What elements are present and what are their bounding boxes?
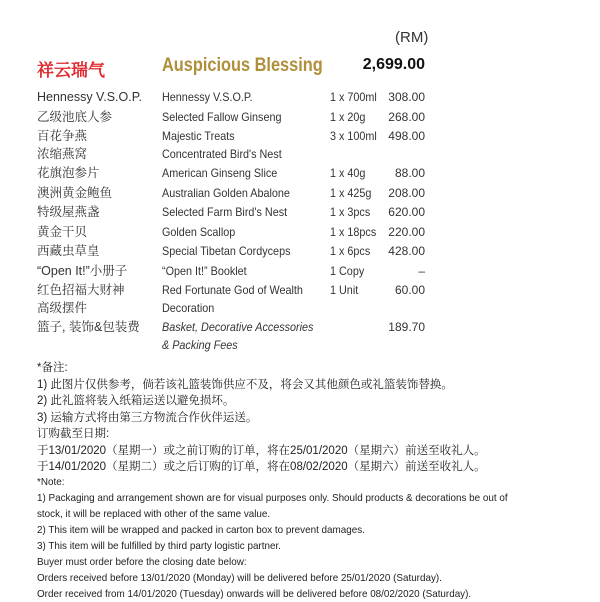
item-row — [0, 185, 600, 205]
item-price: 620.00 — [388, 205, 425, 219]
item-name-chinese-line: 百花争燕 — [37, 129, 88, 143]
item-row — [0, 89, 600, 109]
item-name-chinese — [37, 243, 100, 261]
item-price: 208.00 — [388, 185, 425, 200]
item-row — [0, 263, 600, 283]
item-name-chinese — [37, 319, 140, 337]
hamper-title-chinese: 祥云瑞气 — [37, 61, 105, 80]
item-row — [0, 243, 600, 263]
item-name-english — [162, 224, 235, 242]
item-name-chinese-line: “Open It!”小册子 — [37, 263, 128, 278]
item-row — [0, 282, 600, 319]
item-row — [0, 204, 600, 224]
item-name-chinese-line: 黄金干贝 — [37, 224, 88, 239]
item-price: – — [418, 263, 425, 278]
hamper-title-english: Auspicious Blessing — [162, 55, 323, 76]
item-list — [0, 89, 600, 356]
item-price: 498.00 — [388, 129, 425, 143]
item-price: 428.00 — [388, 244, 425, 258]
item-name-english-line: Basket, Decorative Accessories — [162, 320, 314, 334]
item-name-chinese-line: 西藏虫草皇 — [37, 244, 100, 258]
item-row — [0, 128, 600, 165]
item-name-english-line: Concentrated Bird's Nest — [162, 146, 282, 161]
note-line-chinese: 1) 此图片仅供参考，倘若该礼篮装饰供应不及，将会又其他颜色或礼篮装饰替换。 — [37, 378, 453, 391]
item-name-english-line: Golden Scallop — [162, 224, 236, 239]
note-line-english: *Note: — [37, 476, 65, 488]
item-name-english — [162, 243, 290, 261]
notes-english — [37, 474, 535, 602]
item-name-english — [162, 263, 247, 281]
item-quantity: 1 x 425g — [330, 185, 372, 200]
notes-chinese — [37, 360, 567, 476]
item-quantity: 1 Copy — [330, 263, 365, 278]
item-name-chinese — [37, 224, 87, 242]
note-line-english: 2) This item will be wrapped and packed in carton box to prevent damages. — [37, 524, 365, 536]
item-quantity: 3 x 100ml — [330, 129, 377, 143]
item-quantity: 1 x 40g — [330, 166, 366, 180]
item-name-english-line: & Packing Fees — [162, 337, 238, 352]
note-line-chinese: 2) 此礼篮将装入纸箱运送以避免损坏。 — [37, 395, 235, 407]
item-name-chinese-line: 花旗泡参片 — [37, 166, 100, 180]
item-name-chinese — [37, 128, 87, 163]
item-quantity: 1 x 700ml — [330, 90, 377, 104]
item-quantity: 1 x 3pcs — [330, 205, 371, 219]
item-name-english-line: Australian Golden Abalone — [162, 185, 290, 200]
item-name-chinese — [37, 204, 100, 222]
note-line-chinese: 3) 运输方式将由第三方物流合作伙伴运送。 — [37, 411, 258, 424]
note-line-english: Buyer must order before the closing date below: — [37, 556, 247, 568]
item-name-english — [162, 165, 277, 183]
item-name-chinese-line: 澳洲黄金鲍鱼 — [37, 185, 113, 200]
item-quantity: 1 Unit — [330, 283, 359, 297]
item-name-english — [162, 89, 253, 107]
item-name-english-line: Selected Fallow Ginseng — [162, 109, 282, 124]
note-line-chinese: 订购截至日期: — [37, 428, 110, 440]
note-line-english: Orders received before 13/01/2020 (Monday) will be delivered before 25/01/2020 (Saturday). — [37, 572, 442, 584]
item-row — [0, 165, 600, 185]
item-name-english — [162, 128, 282, 163]
item-name-english-line: Selected Farm Bird's Nest — [162, 205, 288, 219]
note-line-chinese: 于13/01/2020（星期一）或之前订购的订单，将在25/01/2020（星期六）前送至收礼人。 — [37, 444, 486, 457]
item-quantity: 1 x 6pcs — [330, 244, 371, 258]
item-name-english-line: Decoration — [162, 300, 215, 315]
item-name-english — [162, 185, 290, 203]
item-row — [0, 319, 600, 356]
item-name-english-line: American Ginseng Slice — [162, 166, 278, 180]
item-name-chinese-line: 高级摆件 — [37, 300, 88, 315]
item-name-chinese — [37, 263, 127, 281]
item-name-chinese-line: Hennessy V.S.O.P. — [37, 90, 142, 104]
item-name-chinese-line: 特级屋燕盏 — [37, 205, 100, 219]
item-name-english-line: “Open It!” Booklet — [162, 263, 247, 278]
currency-label: (RM) — [395, 29, 429, 46]
item-name-chinese-line: 篮子, 装饰&包装费 — [37, 320, 140, 334]
item-price: 268.00 — [388, 109, 425, 124]
item-name-chinese-line: 乙级池底人参 — [37, 109, 113, 124]
item-name-english — [162, 282, 303, 317]
item-name-chinese — [37, 282, 125, 317]
item-quantity: 1 x 20g — [330, 109, 366, 124]
item-price: 88.00 — [394, 166, 425, 180]
item-name-english — [162, 319, 313, 354]
item-price: 60.00 — [394, 283, 425, 297]
hamper-total-price: 2,699.00 — [362, 56, 425, 73]
item-price: 220.00 — [388, 224, 425, 239]
note-line-chinese: *备注: — [37, 362, 68, 374]
item-name-chinese-line: 红色招福大财神 — [37, 283, 125, 297]
item-name-chinese — [37, 109, 112, 127]
note-line-english: Order received from 14/01/2020 (Tuesday) onwards will be delivered before 08/02/2020 (Saturday). — [37, 588, 472, 600]
item-name-english-line: Hennessy V.S.O.P. — [162, 90, 253, 104]
item-name-english-line: Red Fortunate God of Wealth — [162, 283, 303, 297]
note-line-chinese: 于14/01/2020（星期二）或之后订购的订单，将在08/02/2020（星期六）前送至收礼人。 — [37, 461, 486, 473]
item-name-chinese — [37, 185, 112, 203]
item-name-english-line: Special Tibetan Cordyceps — [162, 244, 291, 258]
hamper-header — [0, 56, 600, 82]
item-price: 189.70 — [388, 320, 425, 334]
item-name-chinese — [37, 89, 142, 107]
item-row — [0, 109, 600, 129]
note-line-english: 3) This item will be fulfilled by third party logistic partner. — [37, 540, 281, 552]
item-price: 308.00 — [388, 90, 425, 104]
item-name-english-line: Majestic Treats — [162, 129, 235, 143]
item-name-chinese-line: 浓缩燕窝 — [37, 146, 88, 161]
item-name-chinese — [37, 165, 100, 183]
note-line-english: 1) Packaging and arrangement shown are for visual purposes only. Should products & decorations be out of stock, it will be replaced with other of the same value. — [37, 492, 508, 520]
item-name-english — [162, 109, 281, 127]
item-row — [0, 224, 600, 244]
item-quantity: 1 x 18pcs — [330, 224, 377, 239]
item-name-english — [162, 204, 287, 222]
